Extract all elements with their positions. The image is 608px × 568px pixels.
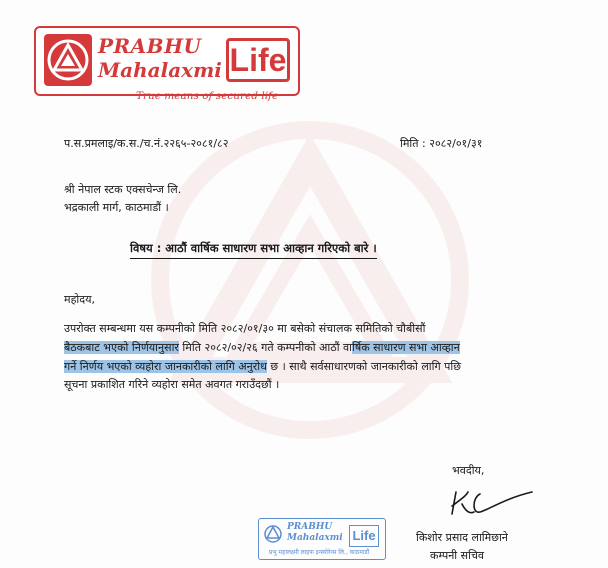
letter-subject: विषय : आठौं वार्षिक साधारण सभा आव्हान गरिएको बारे । (130, 241, 377, 259)
stamp-brand-line2: Mahalaxmi (287, 533, 343, 543)
recipient-name: श्री नेपाल स्टक एक्सचेन्ज लि. (64, 183, 182, 196)
stamp-footer: प्रभु महालक्ष्मी लाइफ इन्स्योरेन्स लि., काठमाडौं (269, 549, 370, 556)
brand-name-line1: PRABHU (98, 34, 202, 58)
salutation: महोदय, (64, 293, 95, 306)
body-text: छ । साथै सर्वसाधारणको जानकारीको लागि पछि (266, 360, 461, 373)
highlighted-text: र्षिक साधारण सभा आव्हान (352, 341, 460, 354)
body-line-4: सूचना प्रकाशित गरिने व्यहोरा समेत अवगत गराउँदछौं । (64, 378, 280, 391)
letter-date: मिति : २०८२/०१/३१ (400, 137, 483, 150)
body-text: मिति २०८२/०२/२६ गते कम्पनीको आठौं वा (178, 341, 353, 354)
brand-tagline: True means of secured life (136, 90, 279, 102)
recipient-address: भद्रकाली मार्ग, काठमाडौं । (64, 201, 169, 214)
brand-name-line2: Mahalaxmi (98, 58, 222, 82)
watermark-logo-icon (150, 120, 470, 440)
stamp-life-mark: Life (349, 525, 379, 547)
signer-title: कम्पनी सचिव (430, 549, 485, 562)
brand-life-mark: Life (226, 38, 290, 82)
signer-name: किशोर प्रसाद लामिछाने (416, 531, 508, 544)
body-line-1: उपरोक्त सम्बन्धमा यस कम्पनीको मिति २०८२/०१/३० मा बसेको संचालक समितिको चौबीसौं (64, 322, 426, 335)
highlighted-text: बैठकबाट भएको निर्णयानुसार (64, 341, 179, 354)
company-logo (34, 26, 300, 96)
body-line-2 (64, 340, 460, 355)
closing: भवदीय, (452, 464, 485, 477)
highlighted-text: गर्ने निर्णय भएको व्यहोरा जानकारीको लागि अनुरोध (64, 360, 267, 373)
company-stamp (258, 518, 386, 560)
reference-number: प.स.प्रमलाइ/क.स./च.नं.२२६५-२०८१/८२ (64, 137, 229, 150)
stamp-brand-line1: PRABHU (287, 522, 333, 532)
body-line-3 (64, 359, 461, 374)
signature-icon (446, 484, 536, 524)
triangle-logo-icon (44, 34, 92, 86)
stamp-logo-icon (263, 523, 283, 545)
